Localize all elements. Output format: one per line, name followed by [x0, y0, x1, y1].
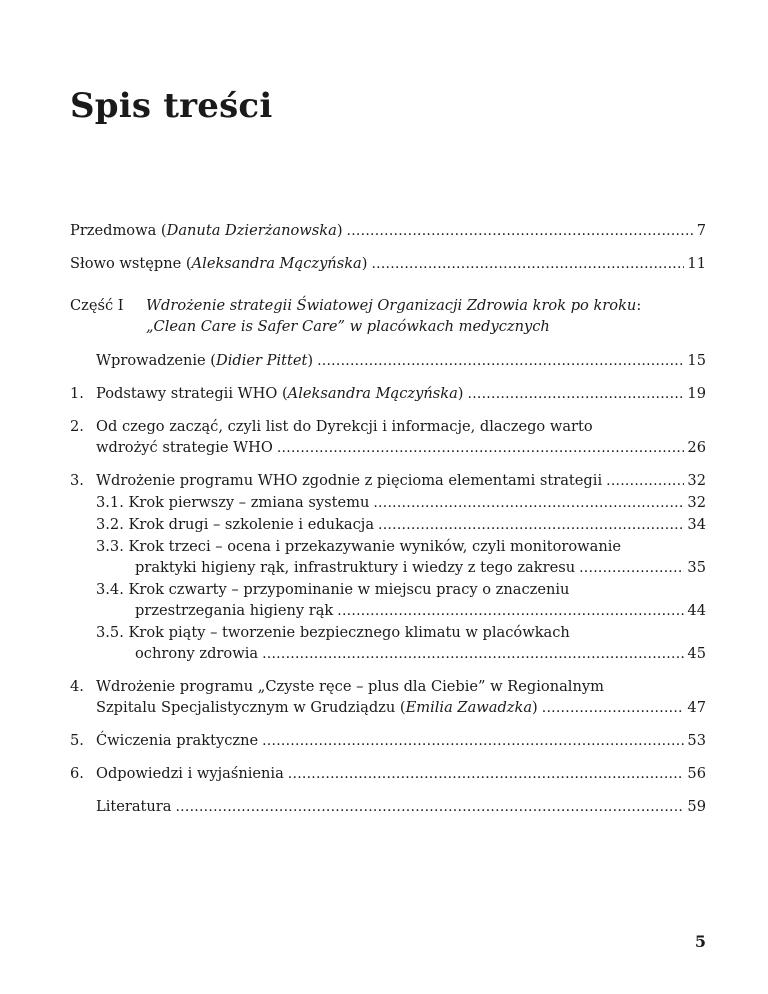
toc-entry-wprowadzenie[interactable] — [70, 350, 706, 372]
toc-entry-text: 3.1. Krok pierwszy – zmiana systemu — [96, 494, 370, 511]
dot-leader — [347, 220, 694, 242]
toc-entry-number: 1. — [70, 385, 84, 402]
dot-leader — [288, 763, 685, 785]
toc-part-heading — [70, 295, 706, 337]
toc-subentry-3-2[interactable] — [96, 514, 706, 536]
dot-leader — [371, 253, 684, 275]
toc-entry-text: przestrzegania higieny rąk — [135, 602, 334, 619]
toc-page-number: 34 — [687, 516, 706, 533]
page-number: 5 — [694, 932, 706, 951]
toc-entry-number: 4. — [70, 678, 84, 695]
toc-subentry-3-4[interactable] — [96, 579, 706, 622]
toc-page-number: 19 — [687, 385, 706, 402]
toc-entry-2[interactable] — [70, 416, 706, 459]
dot-leader — [317, 350, 684, 372]
toc-subentry-3-5[interactable] — [96, 622, 706, 665]
toc-entry-text: 3.5. Krok piąty – tworzenie bezpiecznego klimatu w placówkach — [96, 624, 570, 641]
toc-page-number: 32 — [687, 494, 706, 511]
toc-entry-text: ochrony zdrowia — [135, 645, 259, 662]
toc-subentry-3-1[interactable] — [96, 492, 706, 514]
toc-entry-text: Słowo wstępne (Aleksandra Mączyńska) — [70, 255, 368, 272]
toc-page-number: 26 — [687, 439, 706, 456]
toc-entry-text: Przedmowa (Danuta Dzierżanowska) — [70, 222, 343, 239]
toc-entry-text: Szpitalu Specjalistycznym w Grudziądzu (Emilia Zawadzka) — [96, 699, 538, 716]
dot-leader — [373, 492, 684, 514]
toc-entry-text: 3.4. Krok czwarty – przypominanie w miejscu pracy o znaczeniu — [96, 581, 570, 598]
toc-entry-number: 6. — [70, 765, 84, 782]
dot-leader — [337, 600, 684, 622]
dot-leader — [262, 643, 684, 665]
toc-entry-text: Wprowadzenie (Didier Pittet) — [96, 352, 314, 369]
toc-entry-text: wdrożyć strategie WHO — [96, 439, 273, 456]
toc-entry-text: Podstawy strategii WHO (Aleksandra Mączyńska) — [96, 385, 464, 402]
toc-entry-4[interactable] — [70, 676, 706, 719]
toc-page-number: 45 — [687, 645, 706, 662]
toc-entry-3[interactable] — [70, 470, 706, 665]
toc-entry-slowo-wstepne[interactable] — [70, 253, 706, 275]
toc-page-number: 44 — [687, 602, 706, 619]
toc-entry-text: 3.3. Krok trzeci – ocena i przekazywanie wyników, czyli monitorowanie — [96, 538, 622, 555]
toc-entry-text: praktyki higieny rąk, infrastruktury i wiedzy z tego zakresu — [135, 559, 576, 576]
dot-leader — [542, 697, 685, 719]
toc-entry-1[interactable] — [70, 383, 706, 405]
toc-entry-number: 3. — [70, 472, 84, 489]
toc-page-number: 35 — [687, 559, 706, 576]
part-title: Wdrożenie strategii Światowej Organizacji Zdrowia krok po kroku: „Clean Care is Safer Care” w placówkach medycznych — [146, 297, 642, 335]
dot-leader — [277, 437, 685, 459]
toc-entry-5[interactable] — [70, 730, 706, 752]
part-label: Część I — [70, 297, 124, 314]
toc-entry-text: Wdrożenie programu WHO zgodnie z pięcioma elementami strategii — [96, 472, 603, 489]
toc-entry-text: Literatura — [96, 798, 172, 815]
dot-leader — [579, 557, 684, 579]
toc-page-number: 11 — [687, 255, 706, 272]
toc-entry-number: 5. — [70, 732, 84, 749]
dot-leader — [175, 796, 684, 818]
toc-entry-6[interactable] — [70, 763, 706, 785]
dot-leader — [262, 730, 684, 752]
toc-page-number: 47 — [687, 699, 706, 716]
toc-entry-number: 2. — [70, 418, 84, 435]
toc-page-number: 7 — [696, 222, 706, 239]
toc-entry-text: Ćwiczenia praktyczne — [96, 732, 259, 749]
dot-leader — [468, 383, 685, 405]
toc-entry-text: 3.2. Krok drugi – szkolenie i edukacja — [96, 516, 375, 533]
toc-entry-literatura[interactable] — [70, 796, 706, 818]
toc-entry-przedmowa[interactable] — [70, 220, 706, 242]
dot-leader — [378, 514, 684, 536]
dot-leader — [606, 470, 684, 492]
toc-entry-text: Odpowiedzi i wyjaśnienia — [96, 765, 284, 782]
table-of-contents — [70, 220, 706, 818]
toc-page-number: 56 — [687, 765, 706, 782]
toc-subentry-3-3[interactable] — [96, 536, 706, 579]
toc-page-number: 59 — [687, 798, 706, 815]
toc-entry-text: Od czego zacząć, czyli list do Dyrekcji i informacje, dlaczego warto — [96, 418, 593, 435]
page-title: Spis treści — [70, 86, 273, 126]
toc-page-number: 15 — [687, 352, 706, 369]
toc-page-number: 53 — [687, 732, 706, 749]
toc-page-number: 32 — [687, 472, 706, 489]
toc-entry-text: Wdrożenie programu „Czyste ręce – plus dla Ciebie” w Regionalnym — [96, 678, 604, 695]
